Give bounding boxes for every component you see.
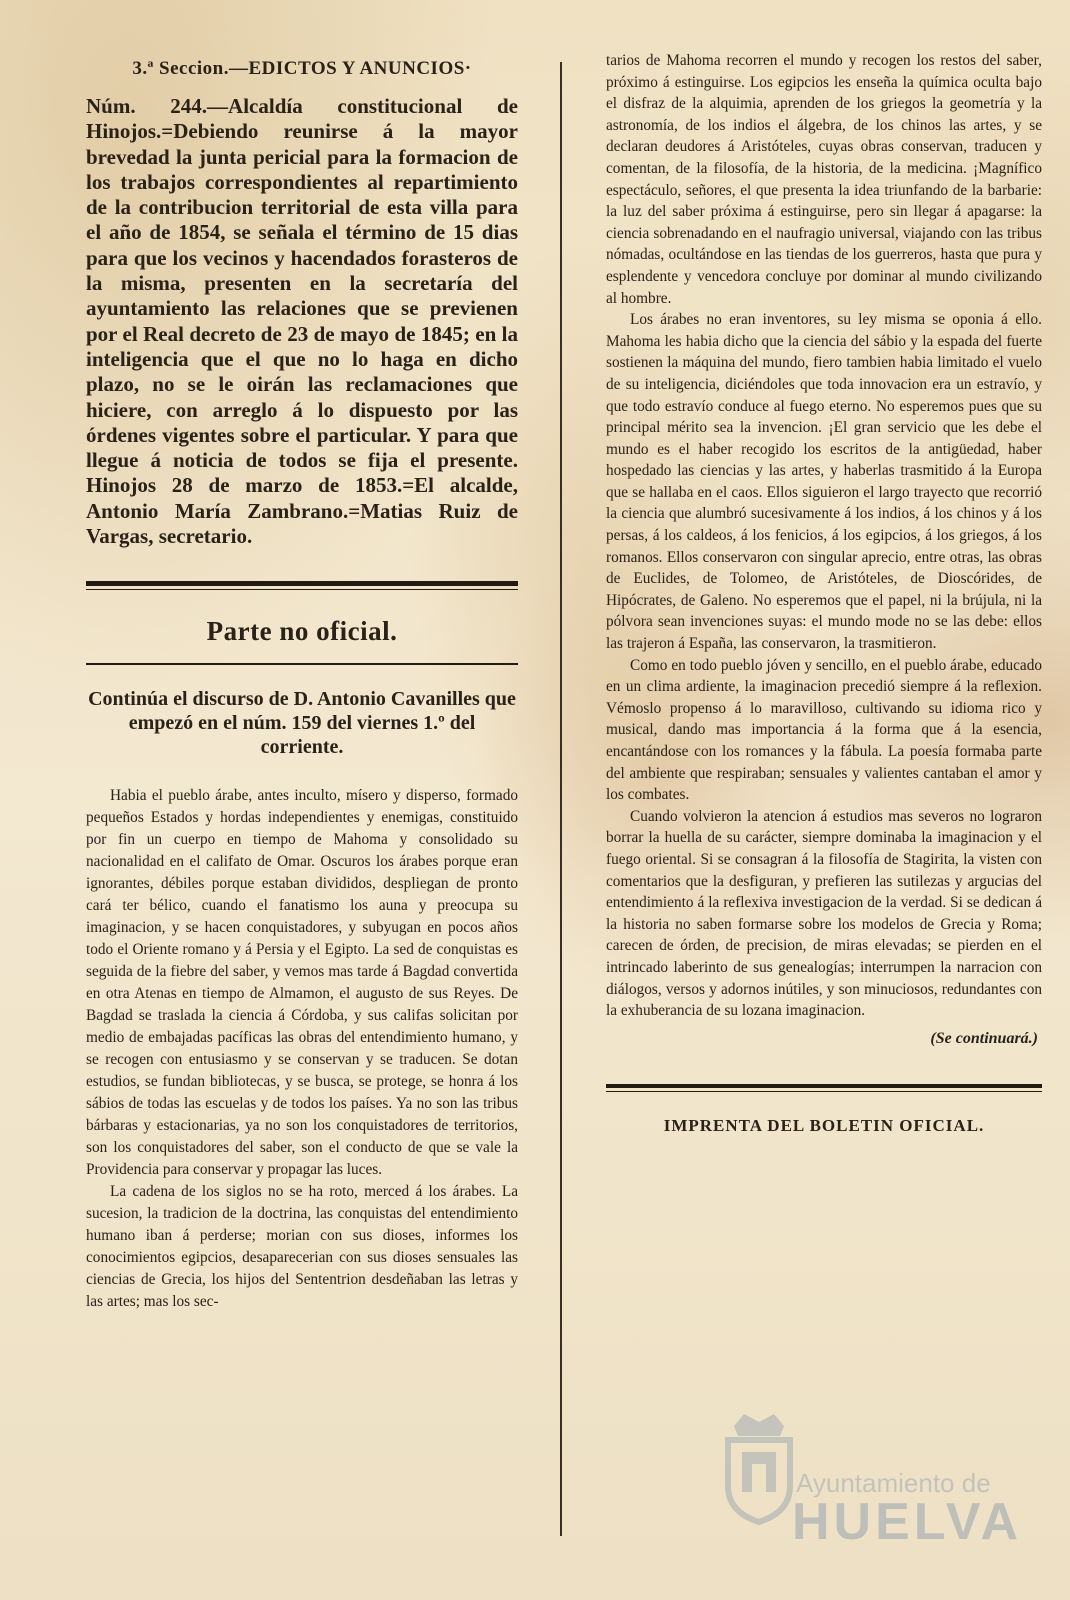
paragraph: Habia el pueblo árabe, antes inculto, mísero y disperso, formado pequeños Estados y hordas independientes y enemigas, constituido por fin un cuerpo en tiempo de Mahoma y consolidado su nacionalidad en el califato de Omar. Oscuros los árabes porque eran ignorantes, débiles porque estaban divididos, despliegan de pronto cará ter bélico, cuando el fanatismo los auna y preocupa su imaginacion, y se hacen conquistadores, y subyugan en pocos años todo el Oriente romano y á Persia y el Egipto. La sed de conquistas es seguida de la fiebre del saber, y vemos mas tarde á Bagdad convertida en otra Atenas en tiempo de Almamon, el augusto de sus Reyes. De Bagdad se traslada la ciencia á Córdoba, y sus califas solicitan por medio de embajadas pacíficas las obras del entendimiento humano, y se recogen con entusiasmo y se conservan y se traducen. Se dotan estudios, se fundan bibliotecas, y se busca, se protege, se honra á los sábios de todas las escuelas y de todos los países. Ya no son las tribus bárbaras y estacionarias, ya no son los conquistadores de territorios, son los conquistadores del saber, son el conducto de que se vale la Providencia para conservar y propagar las luces. [86,787,518,1179]
continuara-note: (Se continuará.) [930,1029,1038,1047]
heading-rule [86,663,518,665]
edict-notice: Núm. 244.—Alcaldía constitucional de Hinojos.=Debiendo reunirse á la mayor brevedad la junta pericial para la formacion de los trabajos correspondientes al repartimiento de la contribucion territorial de esta villa para el año de 1854, se señala el término de 15 dias para que los vecinos y hacendados forasteros de la misma, presenten en la secretaría del ayuntamiento las relaciones que se previenen por el Real decreto de 23 de mayo de 1845; en la inteligencia que el que no lo haga en dicho plazo, no se le oirán las reclamaciones que hiciere, con arreglo á lo dispuesto por las órdenes vigentes sobre el particular. Y para que llegue á noticia de todos se fija el presente. Hinojos 28 de marzo de 1853.=El alcalde, Antonio María Zambrano.=Matias Ruiz de Vargas, secretario. [86,94,518,549]
paragraph: Como en todo pueblo jóven y sencillo, en el pueblo árabe, educado en un clima ardiente, la imaginacion precedió siempre á la reflexion. Vémoslo propenso á lo maravilloso, cultivando su idioma rico y musical, dando mas importancia á la forma que á la esencia, encantándose con los romances y la fábula. La poesía formaba parte del ambiente que respiraban; sensuales y valientes cantaban el amor y los combates. [606,656,1042,804]
footer-rule-thick [606,1084,1042,1088]
nonofficial-heading: Parte no oficial. [206,616,398,647]
right-column [606,50,1042,1136]
watermark-line2: HUELVA [792,1493,1023,1551]
paragraph: Los árabes no eran inventores, su ley misma se oponia á ello. Mahoma les habia dicho que la ciencia del sábio y la espada del fuerte sostienen la máquina del mundo, fiero tambien habia limitado el vuelo de su inteligencia, diciéndoles que toda innovacion era un estravío, y que todo estravío conduce al fuego eterno. No esperemos pues que su principal mérito sea la invencion. ¡El gran servicio que les debe el mundo es el haber recogido los escritos de la antigüedad, haber hospedado las ciencias y las artes, y haberlas trasmitido á la Europa que se hallaba en el caos. Ellos siguieron el largo trayecto que recorrió la ciencia que alumbró sucesivamente á los indios, á los chinos y á los persas, á los caldeos, á los fenicios, á los egipcios, á los griegos, á los romanos. Ellos conservaron con singular aprecio, entre otras, las obras de Euclides, de Tolomeo, de Aristóteles, de Dioscórides, de Hipócrates, de Galeno. No esperemos que el papel, ni la brújula, ni la pólvora sean invenciones suyas: el mundo mode no se las debe: ellos las trajeron á España, las conservaron, la trasmitieron. [606,311,1042,653]
discurso-heading: Continúa el discurso de D. Antonio Cavanilles que empezó en el núm. 159 del viernes 1.º del corriente. [88,688,516,759]
archive-watermark [714,1398,1023,1551]
paragraph: Cuando volvieron la atencion á estudios mas severos no lograron borrar la huella de su carácter, siempre dominaba la imaginacion y el fuego oriental. Si se consagran á la filosofía de Stagirita, la visten con comentarios que la desfiguran, y prefieren las sutilezas y argucias del entendimiento á la reflexiva investigacion de la verdad. Si se dedican á la historia no saben formarse sobre los modelos de Grecia y Roma; carecen de órden, de precision, de miras elevadas; se pierden en el intrincado laberinto de sus genealogías; interrumpen la narracion con diálogos, versos y adornos inútiles, y son minuciosos, redundantes con la exhuberancia de su lozana imaginacion. [606,807,1042,1020]
section-header: 3.ª Seccion.—EDICTOS Y ANUNCIOS· [132,58,472,79]
printer-imprint: IMPRENTA DEL BOLETIN OFICIAL. [663,1115,985,1135]
section-rule-thick [86,581,518,586]
footer-rule-thin [606,1091,1042,1092]
left-column [86,58,518,1313]
paragraph: tarios de Mahoma recorren el mundo y recogen los restos del saber, próximo á estinguirse. Los egipcios les enseña la química oculta bajo el disfraz de la alquimia, aprenden de los griegos la geometría y la astronomía, de los indios el álgebra, de los chinos las artes, y se declaran deudores á Aristóteles, cuyas obras conservan, traducen y comentan, de la filosofía, de la historia, de la medicina. ¡Magnífico espectáculo, señores, el que presenta la idea triunfando de la barbarie: la luz del saber próxima á estinguirse, pero sin llegar á apagarse: la ciencia sobrenadando en el naufragio universal, viajando con las tribus nómadas, ocultándose en las tiendas de los guerreros, hasta que pura y esplendente y vencedora concluye por dominar al mundo civilizando al hombre. [606,52,1042,307]
coat-of-arms-icon [714,1408,804,1526]
column-divider [560,62,562,1536]
section-rule-thin [86,589,518,590]
watermark-line1: Ayuntamiento de [796,1468,991,1498]
paragraph: La cadena de los siglos no se ha roto, merced á los árabes. La sucesion, la tradicion de la doctrina, las conquistas del entendimiento humano iban á perderse; morian con sus dioses, informes los conocimientos egipcios, desaparecerian con sus dioses sensuales las ciencias de Grecia, los hijos del Sententrion desdeñaban las letras y las artes; mas los sec- [86,1183,518,1311]
left-body [86,785,518,1313]
right-body [606,50,1042,1022]
